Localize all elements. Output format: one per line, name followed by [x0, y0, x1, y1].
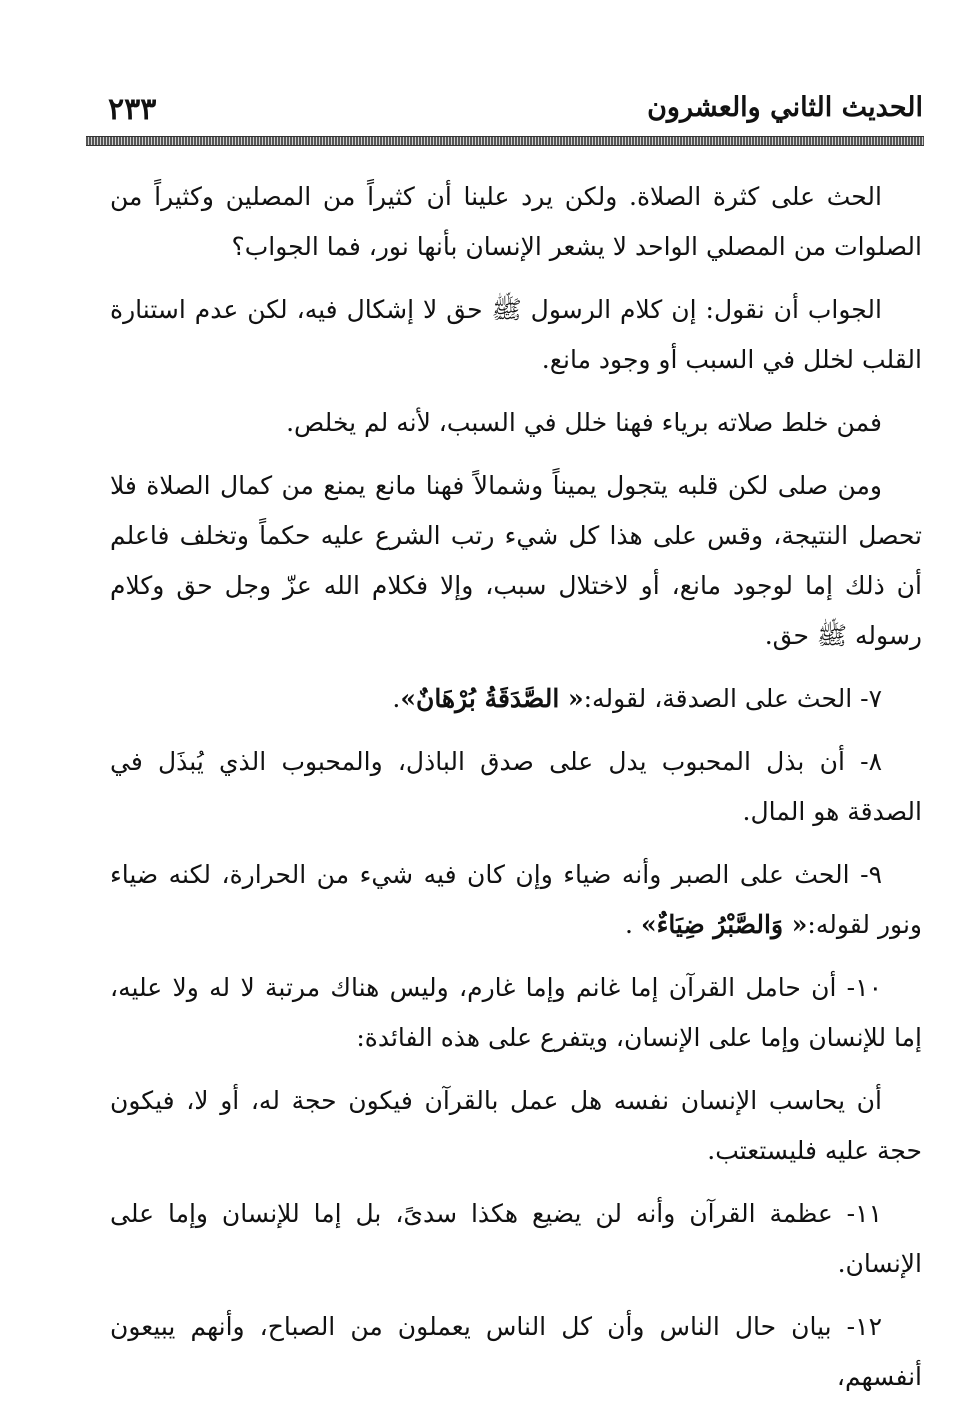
benefit-11: ١١- عظمة القرآن وأنه لن يضيع هكذا سدىً، بل إما للإنسان وإما على الإنسان.: [110, 1199, 922, 1278]
paragraph-1: الحث على كثرة الصلاة. ولكن يرد علينا أن كثيراً من المصلين وكثيراً من الصلوات من المصلي الواحد لا يشعر الإنسان بأنها نور، فما الجواب؟: [110, 182, 922, 261]
paragraph-2: الجواب أن نقول: إن كلام الرسول ﷺ حق لا إشكال فيه، لكن عدم استنارة القلب لخلل في السبب أو وجود مانع.: [110, 295, 922, 374]
benefit-9-end: .: [625, 910, 641, 939]
benefit-7: [110, 674, 922, 724]
paragraph-3: فمن خلط صلاته برياء فهنا خلل في السبب، لأنه لم يخلص.: [286, 408, 882, 437]
benefit-7-text: ٧- الحث على الصدقة، لقوله:: [583, 684, 882, 713]
benefit-9-text: ٩- الحث على الصبر وأنه ضياء وإن كان فيه شيء من الحرارة، لكنه ضياء ونور لقوله:: [110, 860, 922, 939]
benefit-12: ١٢- بيان حال الناس وأن كل الناس يعملون من الصباح، وأنهم يبيعون أنفسهم،: [110, 1312, 922, 1391]
benefit-7-end: .: [392, 684, 401, 713]
hadith-quote-sadaqah: « الصَّدَقَةُ بُرْهَانٌ»: [400, 684, 584, 713]
paragraph-branch: أن يحاسب الإنسان نفسه هل عمل بالقرآن فيكون حجة له، أو لا، فيكون حجة عليه فليستعتب.: [110, 1086, 922, 1165]
benefit-9: [110, 850, 922, 950]
hadith-quote-sabr: « وَالصَّبْرُ ضِيَاءٌ»: [640, 910, 808, 939]
benefit-10: ١٠- أن حامل القرآن إما غانم وإما غارم، وليس هناك مرتبة لا له ولا عليه، إما للإنسان وإما على الإنسان، ويتفرع على هذه الفائدة:: [110, 973, 922, 1052]
paragraph-4: ومن صلى لكن قلبه يتجول يميناً وشمالاً فهنا مانع يمنع من كمال الصلاة فلا تحصل النتيجة، وقس على هذا كل شيء رتب الشرع عليه حكماً وتخلف فاعلم أن ذلك إما لوجود مانع، أو لاختلال سبب، وإلا فكلام الله عزّ وجل حق وكلام رسوله ﷺ حق.: [110, 471, 922, 650]
header-divider: [86, 136, 924, 146]
page-body: [110, 172, 922, 1415]
page-number: ٢٣٣: [108, 92, 157, 127]
chapter-title: الحديث الثاني والعشرون: [647, 92, 923, 123]
benefit-8: ٨- أن بذل المحبوب يدل على صدق الباذل، والمحبوب الذي يُبذَل في الصدقة هو المال.: [110, 747, 922, 826]
running-header: [108, 88, 923, 128]
